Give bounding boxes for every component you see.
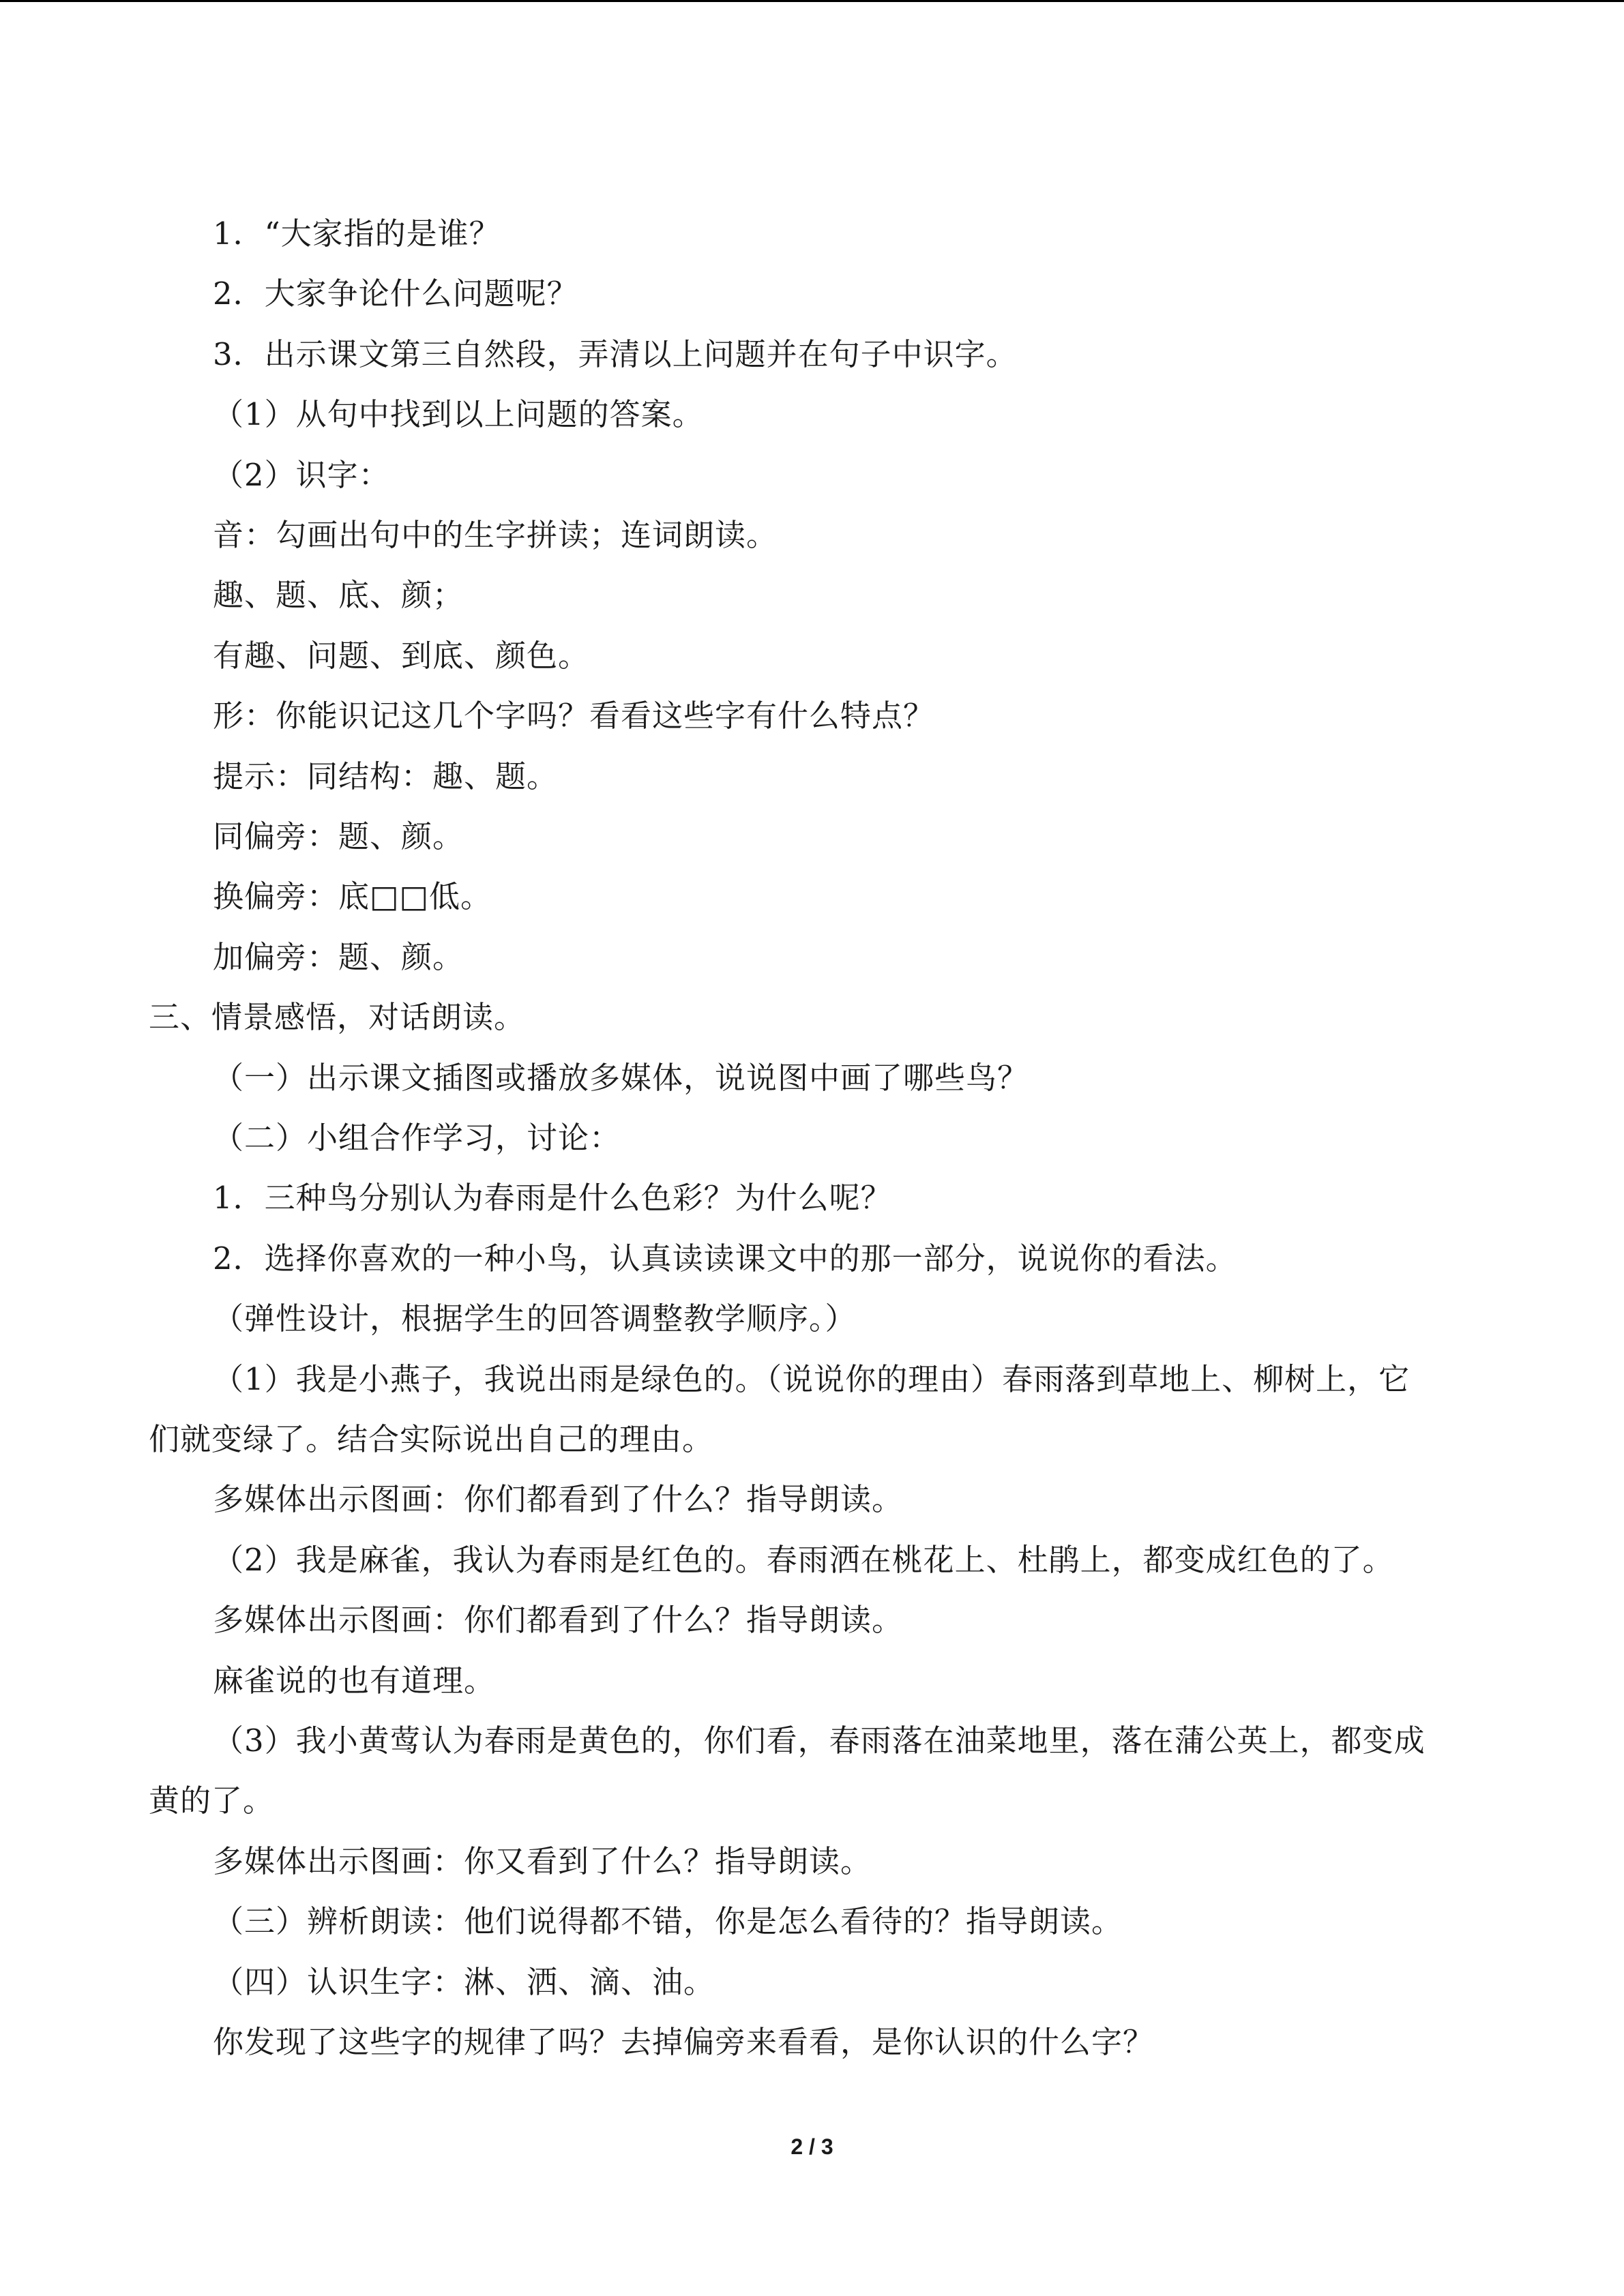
text-line: 麻雀说的也有道理。 <box>213 1663 496 1699</box>
text-line: （二）小组合作学习，讨论： <box>213 1120 621 1156</box>
text-line: 多媒体出示图画：你又看到了什么？指导朗读。 <box>213 1843 872 1879</box>
text-line: 3．出示课文第三自然段，弄清以上问题并在句子中识字。 <box>213 336 1018 372</box>
text-line: 形：你能识记这几个字吗？看看这些字有什么特点？ <box>213 698 935 734</box>
text-line: 2．大家争论什么问题呢？ <box>213 275 578 312</box>
text-line: 多媒体出示图画：你们都看到了什么？指导朗读。 <box>213 1602 904 1638</box>
text-line: （1）我是小燕子，我说出雨是绿色的。（说说你的理由）春雨落到草地上、柳树上，它 <box>213 1361 1411 1397</box>
text-line: 1．“大家指的是谁？ <box>213 215 501 252</box>
page-number: 2 / 3 <box>791 2134 833 2159</box>
text-line: 趣、题、底、颜； <box>213 577 464 613</box>
text-line: 提示：同结构：趣、题。 <box>213 758 559 794</box>
text-line: （1）从句中找到以上问题的答案。 <box>213 396 704 432</box>
text-line: （2）我是麻雀，我认为春雨是红色的。春雨洒在桃花上、杜鹃上，都变成红色的了。 <box>213 1542 1394 1578</box>
text-line: 你发现了这些字的规律了吗？去掉偏旁来看看，是你认识的什么字？ <box>213 2024 1155 2060</box>
text-line: 加偏旁：题、颜。 <box>213 939 464 975</box>
text-line: 多媒体出示图画：你们都看到了什么？指导朗读。 <box>213 1481 904 1517</box>
section-heading: 三、情景感悟，对话朗读。 <box>149 999 526 1035</box>
text-line-continuation: 黄的了。 <box>149 1783 275 1819</box>
text-line: 2．选择你喜欢的一种小鸟，认真读读课文中的那一部分，说说你的看法。 <box>213 1240 1237 1277</box>
text-line: （3）我小黄莺认为春雨是黄色的，你们看，春雨落在油菜地里，落在蒲公英上，都变成 <box>213 1723 1426 1759</box>
text-line: （一）出示课文插图或播放多媒体，说说图中画了哪些鸟？ <box>213 1060 1029 1096</box>
text-line: 有趣、问题、到底、颜色。 <box>213 638 590 674</box>
text-line: 音：勾画出句中的生字拼读；连词朗读。 <box>213 517 778 553</box>
text-line: 1．三种鸟分别认为春雨是什么色彩？为什么呢？ <box>213 1180 892 1216</box>
text-line: （2）识字： <box>213 457 390 493</box>
text-line-continuation: 们就变绿了。结合实际说出自己的理由。 <box>149 1421 714 1457</box>
text-line: （四）认识生字：淋、洒、滴、油。 <box>213 1964 715 2000</box>
text-line: （弹性设计，根据学生的回答调整教学顺序。） <box>213 1300 857 1337</box>
text-line: （三）辨析朗读：他们说得都不错，你是怎么看待的？指导朗读。 <box>213 1903 1123 1939</box>
text-line: 同偏旁：题、颜。 <box>213 818 464 854</box>
text-line: 换偏旁：底□□低。 <box>213 878 492 914</box>
